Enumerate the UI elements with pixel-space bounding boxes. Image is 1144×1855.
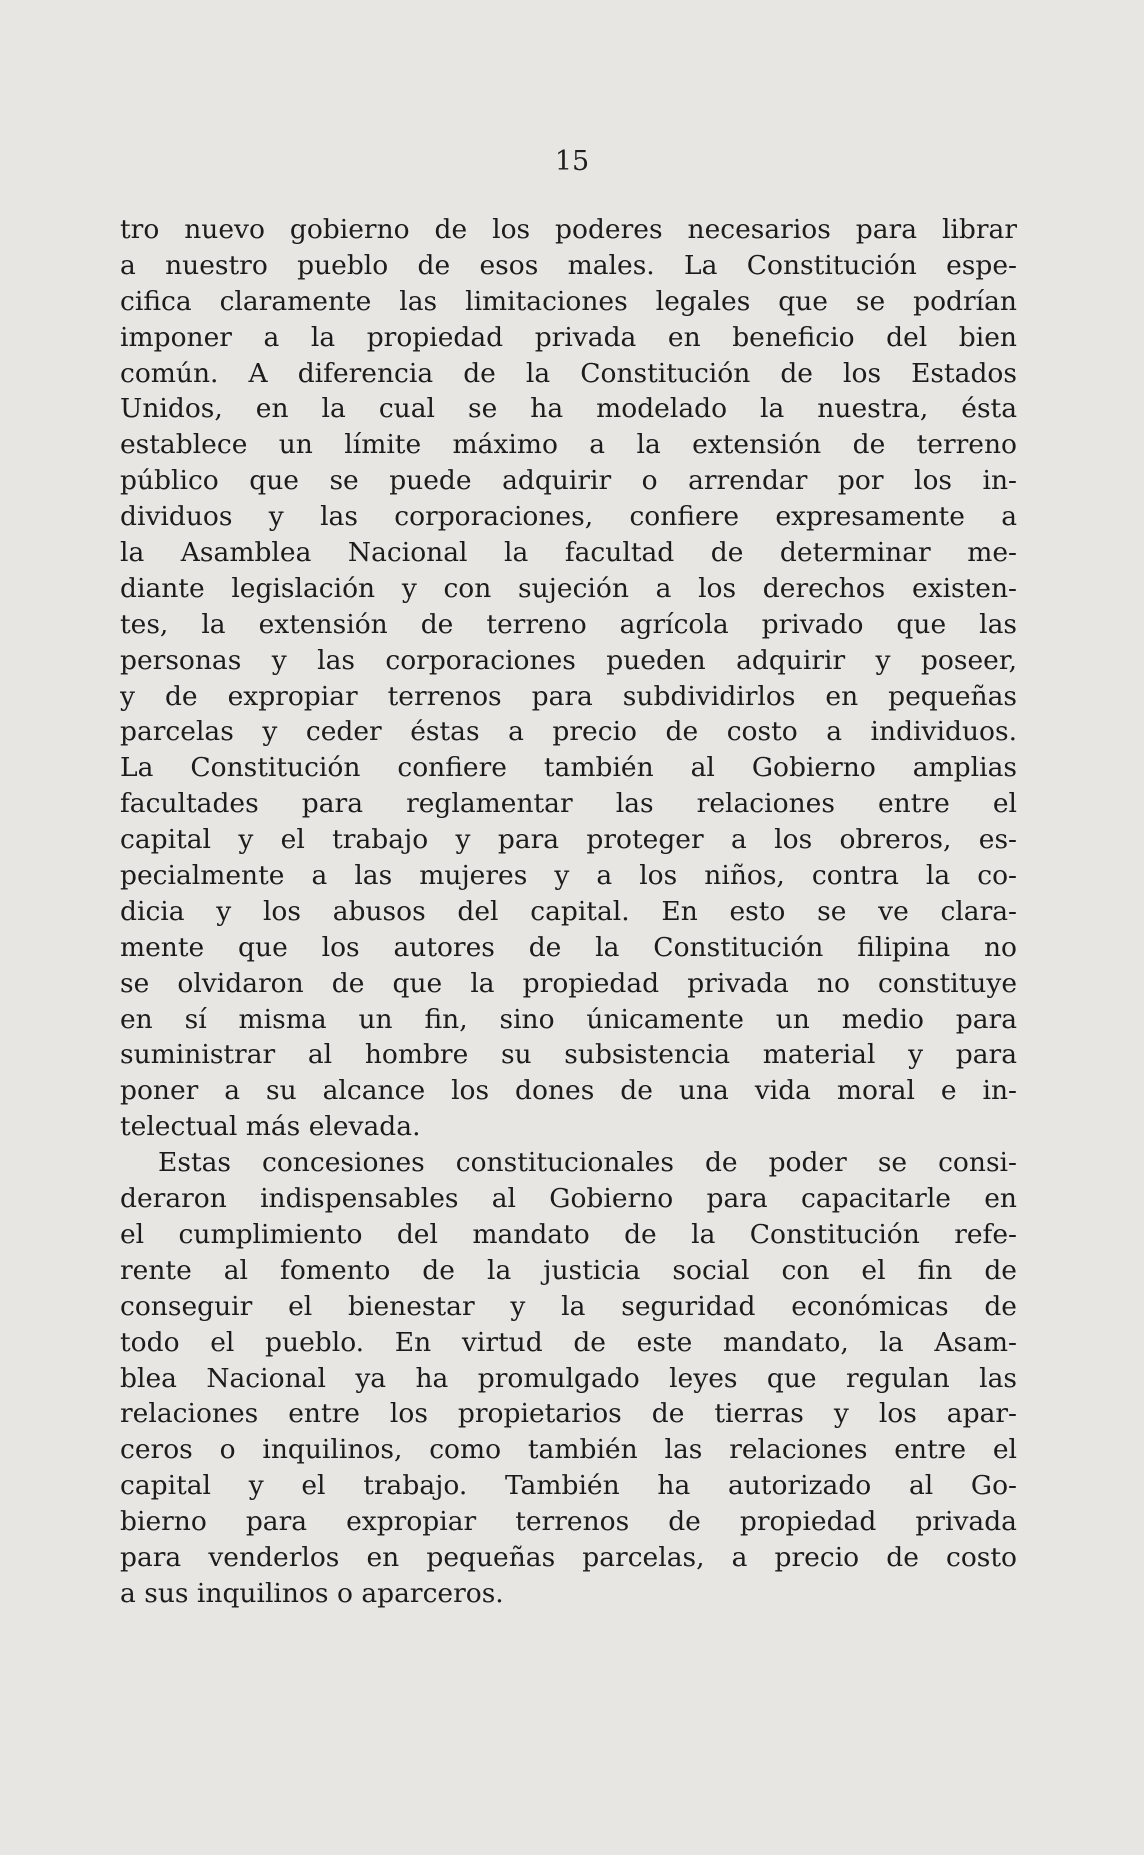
text-line: poner a su alcance los dones de una vida moral e in- bbox=[120, 1075, 1017, 1107]
text-line: cifica claramente las limitaciones legales que se podrían bbox=[120, 285, 1017, 317]
text-line: Unidos, en la cual se ha modelado la nuestra, ésta bbox=[120, 393, 1017, 425]
text-line: pecialmente a las mujeres y a los niños, contra la co- bbox=[120, 860, 1017, 892]
text-line: imponer a la propiedad privada en beneficio del bien bbox=[120, 321, 1017, 353]
text-line: deraron indispensables al Gobierno para capacitarle en bbox=[120, 1183, 1017, 1215]
text-line: a nuestro pueblo de esos males. La Constitución espe- bbox=[120, 249, 1017, 281]
text-line: mente que los autores de la Constitución filipina no bbox=[120, 931, 1017, 963]
text-line: diante legislación y con sujeción a los derechos existen- bbox=[120, 572, 1017, 604]
text-line-paragraph-start: Estas concesiones constitucionales de poder se consi- bbox=[158, 1147, 1017, 1179]
text-line: establece un límite máximo a la extensión de terreno bbox=[120, 429, 1017, 461]
text-line: bierno para expropiar terrenos de propiedad privada bbox=[120, 1506, 1017, 1538]
text-line: la Asamblea Nacional la facultad de determinar me- bbox=[120, 537, 1017, 569]
text-line-paragraph-end: telectual más elevada. bbox=[120, 1111, 421, 1143]
text-line: dicia y los abusos del capital. En esto se ve clara- bbox=[120, 895, 1017, 927]
text-line: parcelas y ceder éstas a precio de costo a individuos. bbox=[120, 716, 1017, 748]
text-line: La Constitución confiere también al Gobierno amplias bbox=[120, 752, 1017, 784]
text-line: relaciones entre los propietarios de tierras y los apar- bbox=[120, 1398, 1017, 1430]
text-line: suministrar al hombre su subsistencia material y para bbox=[120, 1039, 1017, 1071]
text-line: el cumplimiento del mandato de la Constitución refe- bbox=[120, 1218, 1017, 1250]
text-line: conseguir el bienestar y la seguridad económicas de bbox=[120, 1290, 1017, 1322]
text-line: común. A diferencia de la Constitución de los Estados bbox=[120, 357, 1017, 389]
text-line: personas y las corporaciones pueden adquirir y poseer, bbox=[120, 644, 1017, 676]
page-number: 15 bbox=[554, 146, 590, 177]
text-line: capital y el trabajo. También ha autorizado al Go- bbox=[120, 1470, 1017, 1502]
text-line: ceros o inquilinos, como también las relaciones entre el bbox=[120, 1434, 1017, 1466]
text-line: se olvidaron de que la propiedad privada no constituye bbox=[120, 967, 1017, 999]
text-line: facultades para reglamentar las relaciones entre el bbox=[120, 788, 1017, 820]
text-line: tro nuevo gobierno de los poderes necesarios para librar bbox=[120, 214, 1017, 245]
body-text bbox=[120, 212, 1017, 1612]
text-line: en sí misma un fin, sino únicamente un medio para bbox=[120, 1003, 1017, 1035]
text-line: tes, la extensión de terreno agrícola privado que las bbox=[120, 608, 1017, 640]
text-line: para venderlos en pequeñas parcelas, a precio de costo bbox=[120, 1541, 1017, 1573]
text-line: dividuos y las corporaciones, confiere expresamente a bbox=[120, 501, 1017, 533]
text-line-paragraph-end: a sus inquilinos o aparceros. bbox=[120, 1577, 504, 1609]
text-line: público que se puede adquirir o arrendar por los in- bbox=[120, 465, 1017, 497]
text-line: y de expropiar terrenos para subdividirlos en pequeñas bbox=[120, 680, 1017, 712]
text-line: capital y el trabajo y para proteger a los obreros, es- bbox=[120, 824, 1017, 856]
text-line: blea Nacional ya ha promulgado leyes que regulan las bbox=[120, 1362, 1017, 1394]
text-line: todo el pueblo. En virtud de este mandato, la Asam- bbox=[120, 1326, 1017, 1358]
text-line: rente al fomento de la justicia social con el fin de bbox=[120, 1254, 1017, 1286]
